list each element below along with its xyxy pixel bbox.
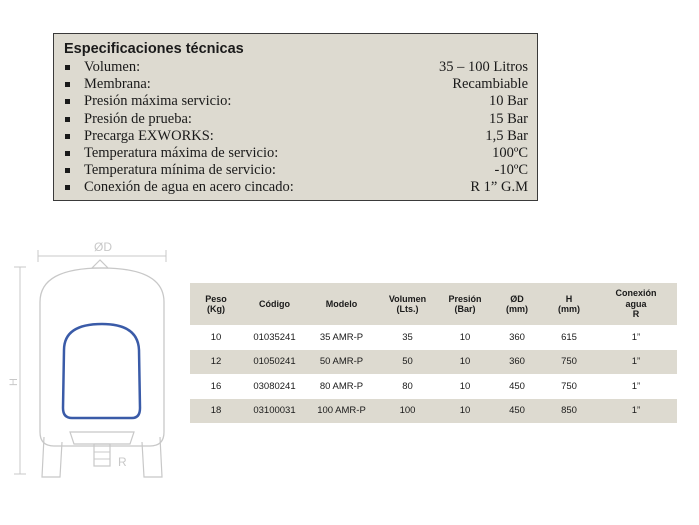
spec-item (64, 93, 528, 110)
cell-modelo: 80 AMR-P (307, 374, 376, 399)
column-header-line: agua (625, 298, 647, 309)
specifications-title: Especificaciones técnicas (64, 41, 244, 57)
cell-volumen: 100 (376, 399, 439, 424)
bullet-icon (65, 128, 71, 134)
column-header-line: (Bar) (454, 304, 476, 314)
column-header-line: H (565, 293, 573, 304)
diameter-label: ØD (94, 240, 112, 254)
cell-modelo: 35 AMR-P (307, 325, 376, 350)
spec-value: 10 Bar (488, 93, 528, 110)
cell-conexion: 1” (595, 399, 677, 424)
spec-value: 1,5 Bar (485, 127, 528, 144)
column-header-modelo (307, 283, 376, 325)
diameter-dimension (38, 240, 166, 262)
spec-label: Conexión de agua en acero cincado: (84, 179, 294, 196)
column-header-line: (mm) (506, 304, 528, 314)
table-body (190, 325, 677, 423)
cell-presion: 10 (439, 350, 491, 375)
cell-codigo: 01050241 (242, 350, 307, 375)
column-header-line: Peso (205, 293, 227, 304)
height-label: H (8, 378, 20, 386)
spec-item (64, 145, 528, 162)
spec-label: Temperatura máxima de servicio: (84, 144, 279, 161)
cell-codigo: 01035241 (242, 325, 307, 350)
tank-diagram (8, 232, 178, 482)
spec-label: Volumen: (84, 59, 141, 75)
column-header-conexion (595, 283, 677, 325)
cell-altura: 750 (543, 374, 595, 399)
cell-peso: 10 (190, 325, 242, 350)
height-dimension (8, 267, 26, 474)
table-row (190, 325, 677, 350)
cell-altura: 615 (543, 325, 595, 350)
tank-body (40, 260, 164, 477)
cell-altura: 850 (543, 399, 595, 424)
cell-conexion: 1” (595, 350, 677, 375)
column-header-line: (Lts.) (396, 304, 419, 314)
bullet-icon (65, 93, 71, 99)
cell-conexion: 1” (595, 374, 677, 399)
cell-modelo: 100 AMR-P (307, 399, 376, 424)
column-header-line: Volumen (388, 293, 427, 304)
spec-value: Recambiable (452, 76, 528, 93)
column-header-line: ØD (510, 293, 524, 304)
table-row (190, 399, 677, 424)
spec-label: Presión máxima servicio: (84, 93, 232, 110)
column-header-codigo (242, 283, 307, 325)
column-header-line: Conexión (615, 288, 657, 299)
bullet-icon (65, 162, 71, 168)
models-table (190, 283, 677, 423)
column-header-line: (mm) (558, 304, 580, 314)
cell-diametro: 450 (491, 374, 543, 399)
cell-peso: 16 (190, 374, 242, 399)
cell-peso: 18 (190, 399, 242, 424)
bullet-icon (65, 145, 71, 151)
cell-volumen: 50 (376, 350, 439, 375)
column-header-peso (190, 283, 242, 325)
membrane-outline (63, 324, 140, 418)
table-row (190, 374, 677, 399)
spec-value: 35 – 100 Litros (438, 59, 528, 75)
spec-item (64, 59, 528, 76)
cell-volumen: 35 (376, 325, 439, 350)
table-row (190, 350, 677, 375)
cell-diametro: 450 (491, 399, 543, 424)
spec-value: R 1” G.M (470, 179, 528, 196)
spec-label: Precarga EXWORKS: (84, 127, 214, 144)
spec-value: 100ºC (492, 144, 528, 161)
cell-diametro: 360 (491, 325, 543, 350)
spec-item (64, 76, 528, 93)
bullet-icon (65, 59, 71, 65)
bullet-icon (65, 76, 71, 82)
column-header-line: Presión (448, 293, 482, 304)
table-header (190, 283, 677, 325)
spec-label: Temperatura mínima de servicio: (84, 162, 276, 179)
specifications-panel (53, 33, 538, 201)
column-header-diametro (491, 283, 543, 325)
spec-item (64, 162, 528, 179)
column-header-line: (Kg) (207, 304, 225, 314)
bullet-icon (65, 179, 71, 185)
cell-codigo: 03080241 (242, 374, 307, 399)
connection-label: R (118, 455, 127, 469)
column-header-line: R (632, 309, 640, 320)
column-header-line: Código (259, 298, 290, 309)
column-header-altura (543, 283, 595, 325)
cell-modelo: 50 AMR-P (307, 350, 376, 375)
column-header-volumen (376, 283, 439, 325)
cell-codigo: 03100031 (242, 399, 307, 424)
cell-presion: 10 (439, 325, 491, 350)
spec-item (64, 179, 528, 196)
spec-item (64, 111, 528, 128)
cell-altura: 750 (543, 350, 595, 375)
spec-item (64, 128, 528, 145)
models-table-container (190, 283, 677, 423)
column-header-line: Modelo (325, 298, 358, 309)
cell-diametro: 360 (491, 350, 543, 375)
cell-peso: 12 (190, 350, 242, 375)
cell-presion: 10 (439, 374, 491, 399)
cell-presion: 10 (439, 399, 491, 424)
cell-volumen: 80 (376, 374, 439, 399)
spec-value: -10ºC (494, 162, 528, 179)
spec-label: Membrana: (84, 76, 151, 93)
spec-value: 15 Bar (488, 110, 528, 127)
bullet-icon (65, 111, 71, 117)
specifications-list (64, 59, 528, 197)
column-header-presion (439, 283, 491, 325)
cell-conexion: 1” (595, 325, 677, 350)
spec-label: Presión de prueba: (84, 110, 192, 127)
